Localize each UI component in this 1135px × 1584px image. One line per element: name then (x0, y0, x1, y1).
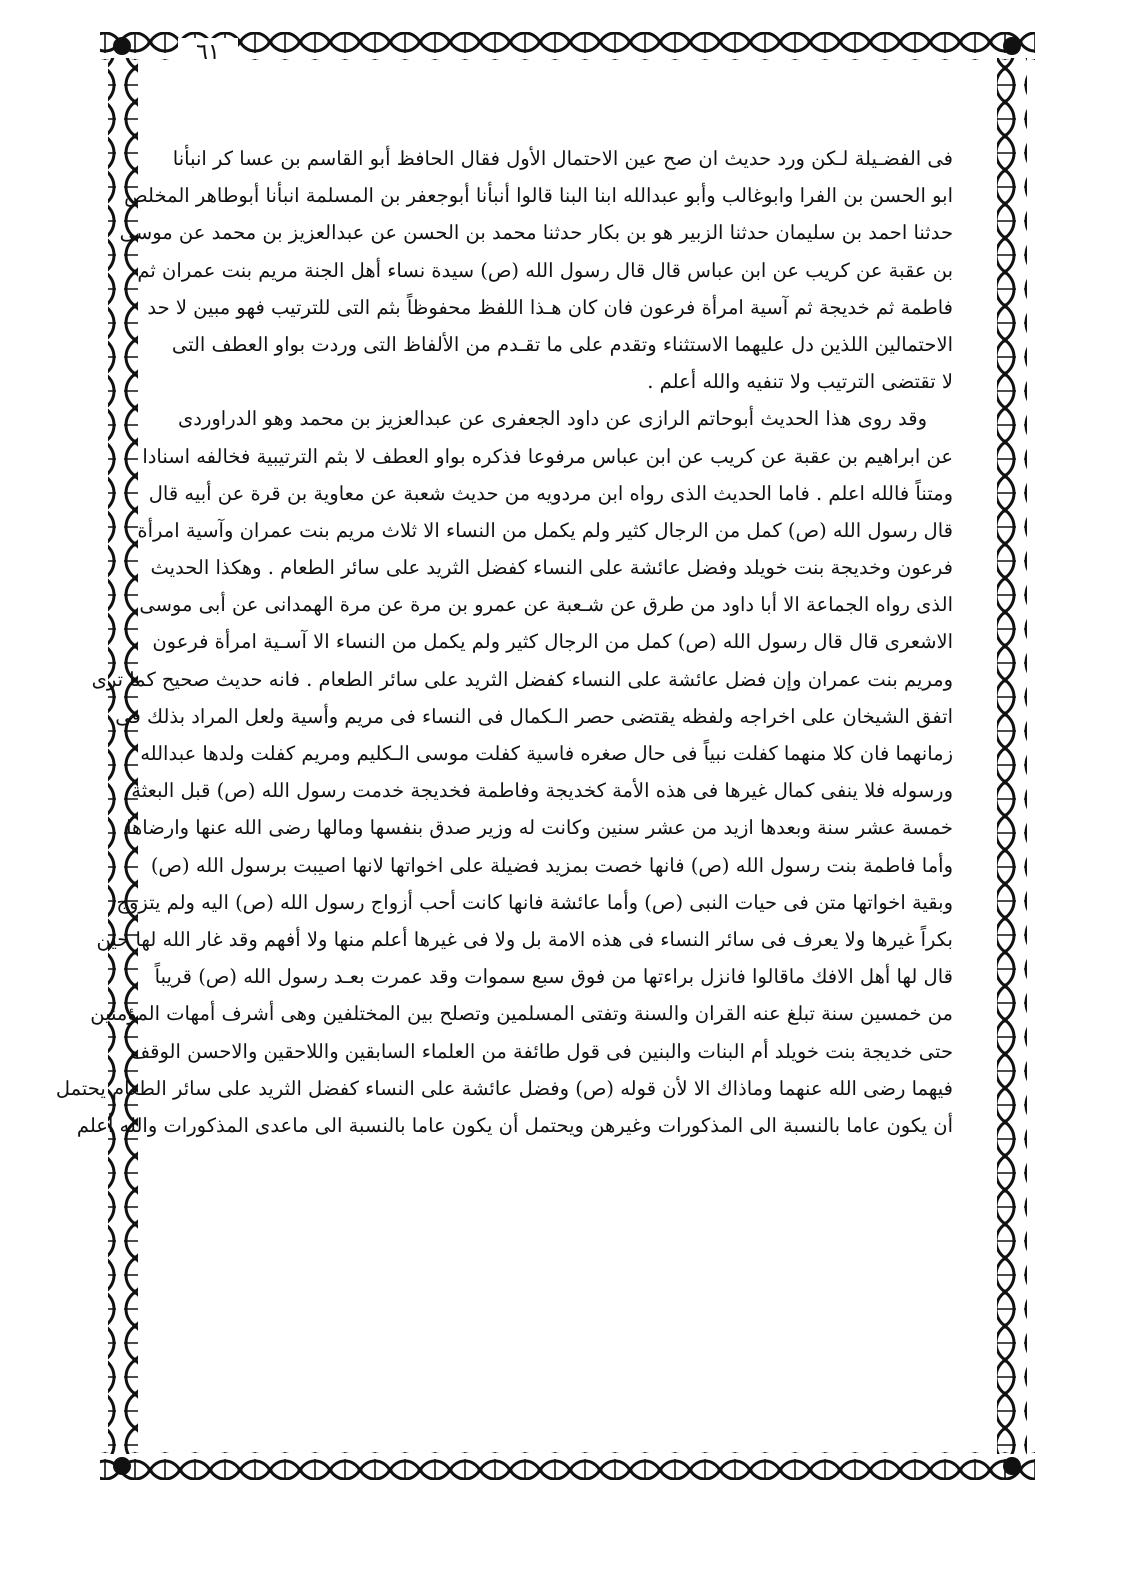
text-line: ومتناً فالله اعلم . فاما الحديث الذى رواه ابن مردويه من حديث شعبة عن معاوية بن قرة عن أبيه قال (148, 481, 953, 505)
text-line: حتى خديجة بنت خويلد أم البنات والبنين فى قول طائفة من العلماء السابقين واللاحقين والاحسن الوقف (129, 1039, 953, 1063)
text-line: ابو الحسن بن الفرا وابوغالب وأبو عبدالله ابنا البنا قالوا أنبأنا أبوجعفر بن المسلمة انبأنا أبوطاهر المخلص (124, 184, 953, 208)
text-line: فاطمة ثم خديجة ثم آسية امرأة فرعون فان كان هـذا اللفظ محفوظاً بثم التى للترتيب فهو مبين لا حد (147, 295, 953, 319)
text-line: اتفق الشيخان على اخراجه ولفظه يقتضى حصر الـكمال فى النساء فى مريم وأسية ولعل المراد بذلك فى (115, 704, 953, 728)
text-line: زمانهما فان كلا منهما كفلت نبياً فى حال صغره فاسية كفلت موسى الـكليم ومريم كفلت ولدها عبدالله (140, 742, 953, 765)
text-line: وبقية اخواتها متن فى حيات النبى (ص) وأما عائشة فانها كانت أحب أزواج رسول الله (ص) اليه ولم يتزوج (116, 890, 953, 914)
text-line: الاشعرى قال قال رسول الله (ص) كمل من الرجال كثير ولم يكمل من النساء الا آسـية امرأة فرعون (152, 630, 953, 654)
text-line: لا تقتضى الترتيب ولا تنفيه والله أعلم . (647, 370, 953, 394)
text-line: فى الفضـيلة لـكن ورد حديث ان صح عين الاحتمال الأول فقال الحافظ أبو القاسم بن عسا كر انبأنا (172, 147, 953, 170)
border-right (997, 58, 1027, 1454)
text-line: من خمسين سنة تبلغ عنه القران والسنة وتفتى المسلمين وتصلح بين المختلفين وهى أشرف أمهات المؤمنين (90, 1002, 953, 1026)
text-line: وأما فاطمة بنت رسول الله (ص) فانها خصت بمزيد فضيلة على اخواتها لانها اصيبت برسول الله (ص) (150, 853, 953, 877)
text-line: قال لها أهل الافك ماقالوا فانزل براءتها من فوق سبع سموات وقد عمرت بعـد رسول الله (ص) قريباً (154, 965, 953, 989)
text-line: خمسة عشر سنة وبعدها ازيد من عشر سنين وكانت له وزير صدق بنفسها ومالها رضى الله عنها وارضاها (126, 816, 953, 840)
text-line: عن ابراهيم بن عقبة عن كريب عن ابن عباس مرفوعا فذكره بواو العطف لا بثم الترتيبية فخالفه اسنادا (142, 444, 953, 468)
text-line: ورسوله فلا ينفى كمال غيرها فى هذه الأمة كخديجة وفاطمة فخديجة خدمت رسول الله (ص) قبل البعثة (131, 779, 953, 803)
text-line: قال رسول الله (ص) كمل من الرجال كثير ولم يكمل من النساء الا ثلاث مريم بنت عمران وآسية امرأة (137, 518, 953, 542)
text-line: فرعون وخديجة بنت خويلد وفضل عائشة على النساء كفضل الثريد على سائر الطعام . وهكذا الحديث (150, 556, 953, 580)
text-line: وقد روى هذا الحديث أبوحاتم الرازى عن داود الجعفرى عن عبدالعزيز بن محمد وهو الدراوردى (178, 407, 927, 431)
text-line: الذى رواه الجماعة الا أبا داود من طرق عن شـعبة عن عمرو بن مرة عن مرة الهمدانى عن أبى موسى (139, 593, 953, 617)
border-top (100, 32, 1035, 60)
text-line: ومريم بنت عمران وإن فضل عائشة على النساء كفضل الثريد على سائر الطعام . فانه حديث صحيح كما ترى (91, 667, 953, 691)
text-line: بن عقبة عن كريب عن ابن عباس قال قال رسول الله (ص) سيدة نساء أهل الجنة مريم بنت عمران ثم (137, 258, 953, 282)
page-number: ٦١ (178, 38, 238, 68)
text-line: حدثنا احمد بن سليمان حدثنا الزبير هو بن بكار حدثنا محمد بن الحسن عن عبدالعزيز بن محمد عن موسى (119, 221, 953, 245)
border-bottom (100, 1452, 1035, 1480)
page-body-text (55, 140, 953, 1144)
text-line: فيهما رضى الله عنهما وماذاك الا لأن قوله (ص) وفضل عائشة على النساء كفضل الثريد على سائر الطعام يحتمل (55, 1076, 953, 1100)
border-left (108, 58, 138, 1454)
text-line: بكراً غيرها ولا يعرف فى سائر النساء فى هذه الامة بل ولا فى غيرها أعلم منها ولا أفهم وقد غار الله لها حين (96, 927, 953, 951)
text-line: الاحتمالين اللذين دل عليهما الاستثناء وتقدم على ما تقـدم من الألفاظ التى وردت بواو العطف التى (171, 332, 953, 356)
text-line: أن يكون عاما بالنسبة الى المذكورات وغيرهن ويحتمل أن يكون عاما بالنسبة الى ماعدى المذكورات والله أعلم (76, 1113, 953, 1137)
